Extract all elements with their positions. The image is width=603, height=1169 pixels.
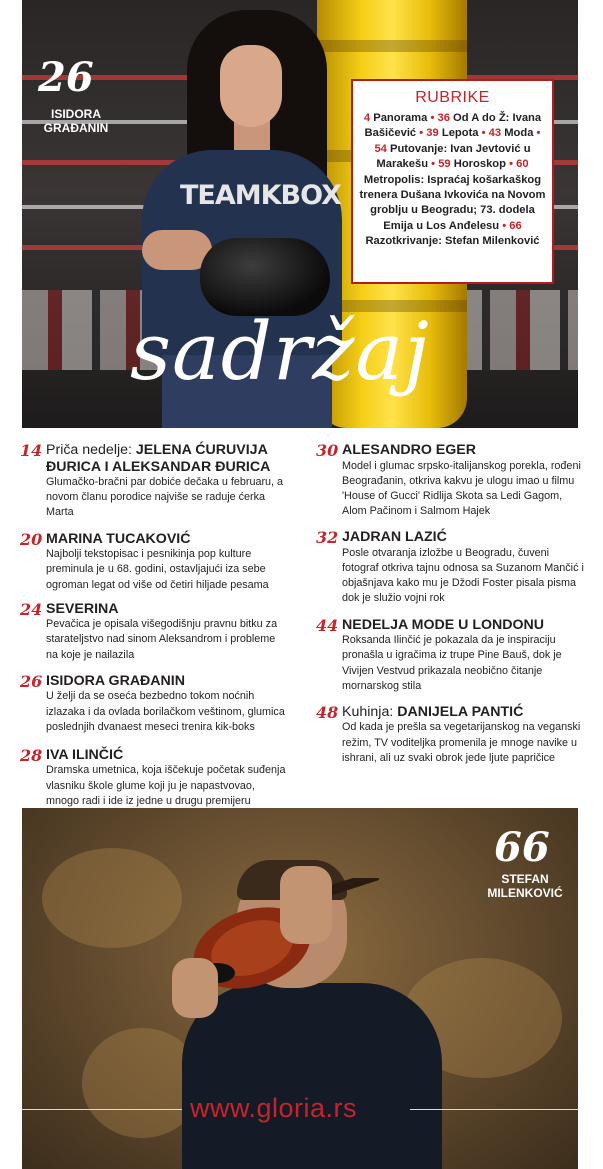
toc-title (46, 673, 290, 690)
rubrike-label: Razotkrivanje: Stefan Milenković (365, 235, 540, 248)
rubrike-item: 60 Metropolis: Ispraćaj košarkaškog trenera Dušana Ivkovića na Novom groblju u Beogradu; 73. dodela Emija u Los Anđelesu • (359, 158, 546, 232)
toc-title-text: MARINA TUCAKOVIĆ (46, 530, 191, 547)
rubrike-label: Horoskop (453, 158, 506, 171)
toc-title-text: JELENA ĆURUVIJA ĐURICA I ALEKSANDAR ĐURICA (46, 442, 271, 475)
footer-line-right (410, 1109, 578, 1110)
violinist-body (182, 983, 442, 1169)
toc-entry[interactable] (316, 704, 584, 766)
rubrike-page-number: 4 (363, 112, 371, 124)
toc-description: Dramska umetnica, koja iščekuje početak suđenja vlasniku škole glume koji ju je napastvovao, mnogo radi i ide iz jedne u drugu premijeru (46, 764, 286, 807)
rubrike-page-number: 60 (516, 158, 529, 171)
footer-line-left (22, 1109, 182, 1110)
toc-title-text: SEVERINA (46, 600, 119, 617)
toc-title (342, 704, 584, 721)
toc-description: Roksanda Ilinčić je pokazala da je inspiraciju pronašla u igračima iz trupe Pine Bauš, dok je Vivijen Vestvud prikazala neobično čitanje mornarskog stila (342, 634, 562, 692)
rubrike-item: 39 Lepota • (426, 127, 489, 140)
toc-entry[interactable] (316, 442, 584, 519)
toc-title (342, 617, 584, 634)
toc-page-number: 48 (316, 702, 339, 722)
toc-title-text: ALESANDRO EGER (342, 442, 477, 458)
toc-page-number: 14 (20, 441, 43, 460)
rubrike-label: Panorama (373, 112, 428, 124)
rubrike-page-number: 66 (509, 219, 522, 232)
rubrike-item: 36 Od A do Ž: Ivana Bašičević • (364, 112, 542, 140)
toc-description: U želji da se oseća bezbedno tokom noćnih izlazaka i da ovlada borilačkom veštinom, glumica poslednjih dvanaest meseci trenira kik-boks (46, 690, 285, 733)
toc-title-text: NEDELJA MODE U LONDONU (342, 616, 545, 633)
violinist-name: STEFAN MILENKOVIĆ (487, 872, 563, 900)
rubrike-item: 43 Moda • (488, 127, 541, 140)
rubrike-item: 54 Putovanje: Ivan Jevtović u Marakešu • (374, 142, 531, 171)
toc-entry[interactable] (20, 531, 290, 593)
toc-entry[interactable] (20, 747, 290, 809)
violinist-page-number: 66 (494, 824, 550, 871)
cover-page-number: 26 (38, 54, 94, 101)
toc-description: Najbolji tekstopisac i pesnikinja pop kulture preminula je u 68. godini, ostavljajući iza sebe ogroman legat od više od četiri hiljade pesama (46, 548, 269, 591)
toc-title-text: ISIDORA GRAĐANIN (46, 672, 185, 689)
toc-title-text: JADRAN LAZIĆ (342, 529, 447, 546)
rubrike-page-number: 59 (438, 158, 451, 171)
toc-title (46, 601, 290, 618)
shirt-logo: TEAMKBOX (180, 180, 341, 211)
toc-page-number: 24 (20, 599, 43, 619)
toc-page-number: 28 (20, 745, 43, 765)
toc-title-text: DANIJELA PANTIĆ (397, 703, 524, 720)
left-column (20, 442, 290, 809)
rubrike-page-number: 39 (426, 127, 439, 140)
toc-description: Model i glumac srpsko-italijanskog porekla, rođeni Beograđanin, otkriva kakvu je ulogu imao u filmu 'House of Gucci' Ridlija Skota sa Ledi Gagom, Alom Pačinom i Salmom Hajek (342, 459, 581, 518)
website-link[interactable]: www.gloria.rs (190, 1093, 358, 1123)
right-column (316, 442, 584, 766)
toc-title-text: IVA ILINČIĆ (46, 746, 124, 763)
rubrike-page-number: 54 (374, 142, 387, 155)
rubrike-item: 4 Panorama • (363, 112, 438, 124)
toc-page-number: 30 (316, 441, 339, 460)
toc-title (46, 531, 290, 548)
rubrike-heading: RUBRIKE (415, 89, 490, 106)
rubrike-label: Metropolis: Ispraćaj košarkaškog trenera Dušana Ivkovića na Novom groblju u Beogradu; 73. dodela Emija u Los Anđelesu (359, 173, 546, 232)
toc-entry[interactable] (316, 529, 584, 606)
toc-page-number: 26 (20, 671, 43, 691)
toc-description: Od kada je prešla sa vegetarijanskog na veganski režim, TV voditeljka promenila je mnoge navike u ishrani, ali uz svaki obrok jede ljute papričice (342, 721, 581, 764)
toc-title (46, 747, 290, 764)
toc-title-prefix: Priča nedelje: (46, 442, 136, 458)
toc-entry[interactable] (316, 617, 584, 694)
model-face (220, 45, 282, 127)
rubrike-page-number: 36 (437, 112, 450, 124)
toc-title-prefix: Kuhinja: (342, 703, 398, 720)
toc-page-number: 32 (316, 528, 339, 548)
rubrike-label: Od A do Ž: Ivana Bašičević (364, 112, 542, 140)
rubrike-box (351, 79, 554, 284)
rubrike-page-number: 43 (488, 127, 502, 140)
toc-page-number: 44 (316, 615, 339, 635)
page-title: sadržaj (130, 305, 430, 398)
toc-entry[interactable] (20, 601, 290, 663)
toc-description: Pevačica je opisala višegodišnju pravnu bitku za starateljstvo nad sinom Aleksandrom i probleme na koje je nailazila (46, 618, 278, 661)
toc-page-number: 20 (20, 529, 43, 549)
rubrike-list (357, 111, 548, 250)
toc-title (342, 442, 584, 459)
toc-title (342, 529, 584, 546)
toc-entry[interactable] (20, 442, 290, 521)
rubrike-item: 59 Horoskop • (438, 158, 517, 171)
rubrike-label: Moda (504, 127, 534, 140)
rubrike-label: Lepota (441, 127, 479, 140)
toc-title (46, 442, 290, 475)
toc-description: Glumačko-bračni par dobiće dečaka u februaru, a novom članu porodice najviše se raduje ćerka Marta (46, 476, 284, 519)
cover-person-name: ISIDORA GRAĐANIN (43, 107, 109, 135)
toc-entry[interactable] (20, 673, 290, 735)
toc-description: Posle otvaranja izložbe u Beogradu, čuveni fotograf otkriva tajnu odnosa sa Suzanom Mančić i objašnjava kako mu je Džodi Foster pisala pisma dok je služio vojni rok (342, 546, 584, 605)
rubrike-label: Putovanje: Ivan Jevtović u Marakešu (376, 142, 531, 171)
